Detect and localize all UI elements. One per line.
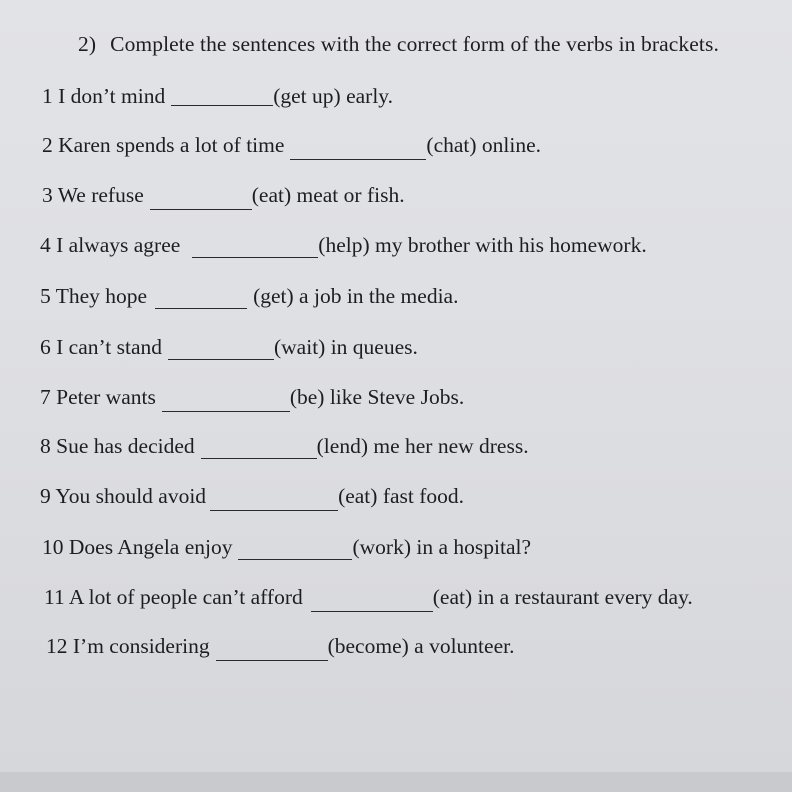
instruction-text: Complete the sentences with the correct form of the verbs in brackets. (110, 32, 719, 56)
sentence-stem: 5 They hope (40, 284, 148, 308)
answer-blank[interactable] (311, 610, 433, 612)
verb-hint: (become) a volunteer. (327, 634, 515, 658)
verb-hint: (chat) online. (426, 133, 542, 157)
verb-hint: (get up) early. (273, 84, 394, 108)
answer-blank[interactable] (155, 307, 247, 309)
answer-blank[interactable] (210, 509, 338, 511)
answer-blank[interactable] (150, 208, 252, 210)
sentence-item (44, 585, 693, 610)
verb-hint: (eat) meat or fish. (251, 183, 405, 207)
sentence-item (40, 385, 464, 410)
answer-blank[interactable] (168, 358, 274, 360)
sentence-item (40, 434, 529, 459)
sentence-stem: 12 I’m considering (46, 634, 210, 658)
sentence-stem: 8 Sue has decided (40, 434, 195, 458)
sentence-item (42, 84, 393, 109)
answer-blank[interactable] (290, 158, 426, 160)
sentence-item (40, 335, 418, 360)
verb-hint: (work) in a hospital? (352, 535, 532, 559)
verb-hint: (get) a job in the media. (253, 284, 459, 308)
sentence-item (40, 284, 458, 309)
verb-hint: (eat) fast food. (338, 484, 465, 508)
sentence-item (42, 133, 541, 158)
sentence-stem: 2 Karen spends a lot of time (42, 133, 285, 157)
sentence-stem: 6 I can’t stand (40, 335, 162, 359)
sentence-item (40, 233, 647, 258)
sentence-stem: 9 You should avoid (40, 484, 207, 508)
sentence-stem: 4 I always agree (40, 233, 181, 257)
sentence-stem: 7 Peter wants (40, 385, 156, 409)
answer-blank[interactable] (201, 457, 317, 459)
answer-blank[interactable] (216, 659, 328, 661)
sentence-stem: 1 I don’t mind (42, 84, 166, 108)
exercise-number: 2) (78, 32, 97, 56)
answer-blank[interactable] (192, 256, 318, 258)
verb-hint: (eat) in a restaurant every day. (432, 585, 693, 609)
sentence-stem: 11 A lot of people can’t afford (44, 585, 303, 609)
sentence-item (40, 484, 464, 509)
verb-hint: (help) my brother with his homework. (318, 233, 647, 257)
sentence-item (42, 183, 405, 208)
page-bottom-edge (0, 772, 792, 792)
verb-hint: (wait) in queues. (274, 335, 418, 359)
verb-hint: (be) like Steve Jobs. (289, 385, 465, 409)
answer-blank[interactable] (162, 410, 290, 412)
answer-blank[interactable] (238, 558, 352, 560)
sentence-stem: 10 Does Angela enjoy (42, 535, 233, 559)
sentence-item (46, 634, 514, 659)
answer-blank[interactable] (171, 104, 273, 106)
exercise-instruction (78, 32, 719, 57)
verb-hint: (lend) me her new dress. (316, 434, 529, 458)
sentence-stem: 3 We refuse (42, 183, 144, 207)
sentence-item (42, 535, 531, 560)
